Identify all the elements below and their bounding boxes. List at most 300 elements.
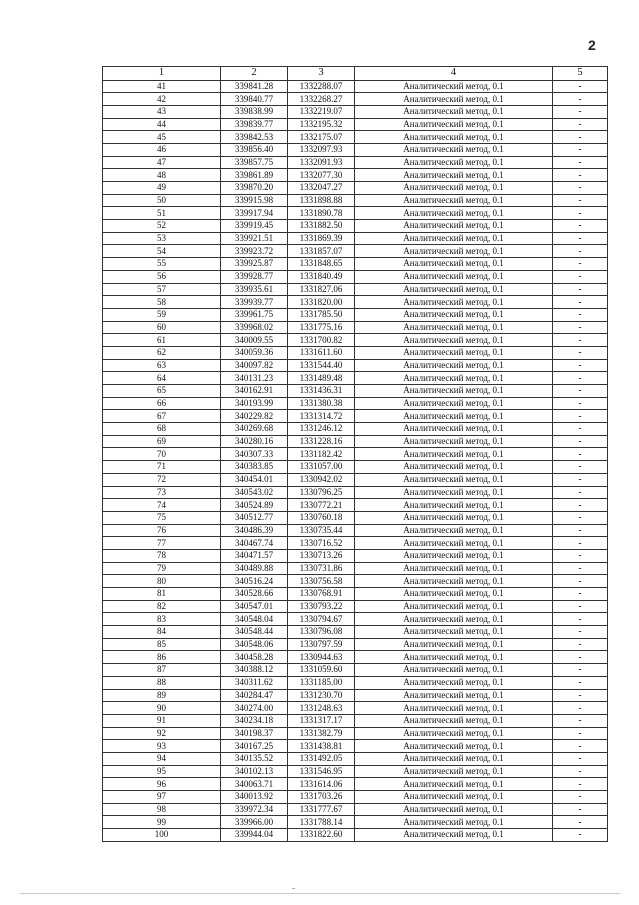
cell-x-coordinate: 339925.87: [221, 258, 288, 271]
cell-method: Аналитический метод, 0.1: [355, 461, 553, 474]
table-row: [103, 270, 608, 283]
table-row: [103, 435, 608, 448]
cell-method: Аналитический метод, 0.1: [355, 626, 553, 639]
cell-x-coordinate: 340454.01: [221, 473, 288, 486]
cell-x-coordinate: 340512.77: [221, 511, 288, 524]
cell-point-number: 66: [103, 397, 221, 410]
table-row: [103, 194, 608, 207]
cell-method: Аналитический метод, 0.1: [355, 740, 553, 753]
cell-point-number: 94: [103, 752, 221, 765]
cell-point-number: 79: [103, 562, 221, 575]
cell-y-coordinate: 1330716.52: [288, 537, 355, 550]
cell-y-coordinate: 1330756.58: [288, 575, 355, 588]
table-row: [103, 740, 608, 753]
cell-description: -: [553, 334, 608, 347]
cell-method: Аналитический метод, 0.1: [355, 448, 553, 461]
cell-point-number: 99: [103, 816, 221, 829]
table-row: [103, 359, 608, 372]
table-row: [103, 689, 608, 702]
cell-method: Аналитический метод, 0.1: [355, 258, 553, 271]
cell-x-coordinate: 340097.82: [221, 359, 288, 372]
cell-y-coordinate: 1331317.17: [288, 714, 355, 727]
table-row: [103, 372, 608, 385]
cell-description: -: [553, 283, 608, 296]
cell-description: -: [553, 410, 608, 423]
cell-description: -: [553, 803, 608, 816]
cell-method: Аналитический метод, 0.1: [355, 156, 553, 169]
cell-method: Аналитический метод, 0.1: [355, 308, 553, 321]
cell-y-coordinate: 1332097.93: [288, 143, 355, 156]
cell-method: Аналитический метод, 0.1: [355, 613, 553, 626]
cell-x-coordinate: 339917.94: [221, 207, 288, 220]
table-row: [103, 499, 608, 512]
cell-y-coordinate: 1331182.42: [288, 448, 355, 461]
cell-point-number: 96: [103, 778, 221, 791]
cell-method: Аналитический метод, 0.1: [355, 270, 553, 283]
cell-y-coordinate: 1331382.79: [288, 727, 355, 740]
column-header-point-number: 1: [103, 67, 221, 81]
cell-method: Аналитический метод, 0.1: [355, 816, 553, 829]
cell-description: -: [553, 93, 608, 106]
cell-x-coordinate: 339966.00: [221, 816, 288, 829]
cell-description: -: [553, 435, 608, 448]
table-row: [103, 778, 608, 791]
cell-description: -: [553, 664, 608, 677]
table-row: [103, 105, 608, 118]
cell-description: -: [553, 131, 608, 144]
cell-point-number: 46: [103, 143, 221, 156]
cell-description: -: [553, 791, 608, 804]
cell-y-coordinate: 1331775.16: [288, 321, 355, 334]
cell-method: Аналитический метод, 0.1: [355, 524, 553, 537]
cell-description: -: [553, 220, 608, 233]
cell-method: Аналитический метод, 0.1: [355, 803, 553, 816]
cell-point-number: 81: [103, 588, 221, 601]
cell-y-coordinate: 1331822.60: [288, 829, 355, 842]
cell-point-number: 77: [103, 537, 221, 550]
cell-point-number: 83: [103, 613, 221, 626]
cell-x-coordinate: 340193.99: [221, 397, 288, 410]
cell-description: -: [553, 308, 608, 321]
table-row: [103, 727, 608, 740]
cell-point-number: 86: [103, 651, 221, 664]
cell-point-number: 65: [103, 385, 221, 398]
cell-method: Аналитический метод, 0.1: [355, 131, 553, 144]
cell-method: Аналитический метод, 0.1: [355, 791, 553, 804]
cell-point-number: 78: [103, 549, 221, 562]
cell-description: -: [553, 575, 608, 588]
table-row: [103, 537, 608, 550]
table-row: [103, 131, 608, 144]
cell-description: -: [553, 702, 608, 715]
cell-point-number: 90: [103, 702, 221, 715]
cell-description: -: [553, 270, 608, 283]
cell-x-coordinate: 340467.74: [221, 537, 288, 550]
cell-x-coordinate: 339968.02: [221, 321, 288, 334]
cell-y-coordinate: 1331546.95: [288, 765, 355, 778]
cell-y-coordinate: 1330796.25: [288, 486, 355, 499]
table-row: [103, 321, 608, 334]
cell-method: Аналитический метод, 0.1: [355, 321, 553, 334]
cell-x-coordinate: 339870.20: [221, 182, 288, 195]
cell-method: Аналитический метод, 0.1: [355, 511, 553, 524]
table-row: [103, 803, 608, 816]
cell-point-number: 63: [103, 359, 221, 372]
cell-method: Аналитический метод, 0.1: [355, 194, 553, 207]
table-row: [103, 613, 608, 626]
cell-y-coordinate: 1331898.88: [288, 194, 355, 207]
cell-method: Аналитический метод, 0.1: [355, 245, 553, 258]
cell-method: Аналитический метод, 0.1: [355, 651, 553, 664]
table-row: [103, 410, 608, 423]
cell-x-coordinate: 339841.28: [221, 80, 288, 93]
cell-method: Аналитический метод, 0.1: [355, 714, 553, 727]
cell-y-coordinate: 1331840.49: [288, 270, 355, 283]
cell-description: -: [553, 207, 608, 220]
cell-x-coordinate: 340486.39: [221, 524, 288, 537]
cell-point-number: 47: [103, 156, 221, 169]
table-row: [103, 714, 608, 727]
cell-y-coordinate: 1330942.02: [288, 473, 355, 486]
cell-x-coordinate: 340311.62: [221, 676, 288, 689]
table-row: [103, 423, 608, 436]
cell-y-coordinate: 1331611.60: [288, 346, 355, 359]
cell-description: -: [553, 638, 608, 651]
cell-description: -: [553, 397, 608, 410]
cell-point-number: 80: [103, 575, 221, 588]
cell-point-number: 92: [103, 727, 221, 740]
table-row: [103, 791, 608, 804]
cell-y-coordinate: 1331869.39: [288, 232, 355, 245]
column-header-description: 5: [553, 67, 608, 81]
cell-method: Аналитический метод, 0.1: [355, 778, 553, 791]
cell-y-coordinate: 1331380.38: [288, 397, 355, 410]
cell-description: -: [553, 499, 608, 512]
cell-method: Аналитический метод, 0.1: [355, 765, 553, 778]
cell-description: -: [553, 232, 608, 245]
table-row: [103, 448, 608, 461]
cell-method: Аналитический метод, 0.1: [355, 334, 553, 347]
table-row: [103, 169, 608, 182]
cell-description: -: [553, 245, 608, 258]
cell-description: -: [553, 549, 608, 562]
cell-method: Аналитический метод, 0.1: [355, 702, 553, 715]
cell-point-number: 68: [103, 423, 221, 436]
cell-y-coordinate: 1331785.50: [288, 308, 355, 321]
cell-x-coordinate: 340471.57: [221, 549, 288, 562]
cell-point-number: 57: [103, 283, 221, 296]
cell-description: -: [553, 486, 608, 499]
cell-description: -: [553, 296, 608, 309]
cell-x-coordinate: 340307.33: [221, 448, 288, 461]
table-row: [103, 524, 608, 537]
cell-point-number: 87: [103, 664, 221, 677]
cell-y-coordinate: 1331314.72: [288, 410, 355, 423]
cell-x-coordinate: 339961.75: [221, 308, 288, 321]
cell-description: -: [553, 385, 608, 398]
cell-y-coordinate: 1330772.21: [288, 499, 355, 512]
cell-x-coordinate: 339972.34: [221, 803, 288, 816]
cell-point-number: 75: [103, 511, 221, 524]
cell-y-coordinate: 1330768.91: [288, 588, 355, 601]
cell-x-coordinate: 339923.72: [221, 245, 288, 258]
cell-description: -: [553, 829, 608, 842]
cell-point-number: 48: [103, 169, 221, 182]
cell-x-coordinate: 340388.12: [221, 664, 288, 677]
cell-y-coordinate: 1332219.07: [288, 105, 355, 118]
cell-y-coordinate: 1330794.67: [288, 613, 355, 626]
cell-y-coordinate: 1331777.67: [288, 803, 355, 816]
cell-y-coordinate: 1331489.48: [288, 372, 355, 385]
table-row: [103, 207, 608, 220]
cell-method: Аналитический метод, 0.1: [355, 829, 553, 842]
cell-method: Аналитический метод, 0.1: [355, 296, 553, 309]
cell-y-coordinate: 1331700.82: [288, 334, 355, 347]
cell-point-number: 41: [103, 80, 221, 93]
table-row: [103, 80, 608, 93]
table-row: [103, 156, 608, 169]
table-row: [103, 473, 608, 486]
cell-x-coordinate: 340063.71: [221, 778, 288, 791]
cell-method: Аналитический метод, 0.1: [355, 600, 553, 613]
cell-description: -: [553, 537, 608, 550]
cell-y-coordinate: 1331492.05: [288, 752, 355, 765]
cell-point-number: 98: [103, 803, 221, 816]
cell-method: Аналитический метод, 0.1: [355, 435, 553, 448]
scan-artifact: [292, 888, 295, 889]
cell-x-coordinate: 339919.45: [221, 220, 288, 233]
cell-y-coordinate: 1331882.50: [288, 220, 355, 233]
table-row: [103, 549, 608, 562]
cell-point-number: 64: [103, 372, 221, 385]
table-row: [103, 486, 608, 499]
cell-y-coordinate: 1332268.27: [288, 93, 355, 106]
cell-description: -: [553, 562, 608, 575]
cell-method: Аналитический метод, 0.1: [355, 562, 553, 575]
table-row: [103, 397, 608, 410]
cell-point-number: 100: [103, 829, 221, 842]
column-header-x-coordinate: 2: [221, 67, 288, 81]
cell-y-coordinate: 1330796.08: [288, 626, 355, 639]
cell-y-coordinate: 1332091.93: [288, 156, 355, 169]
cell-description: -: [553, 778, 608, 791]
cell-point-number: 52: [103, 220, 221, 233]
cell-description: -: [553, 676, 608, 689]
cell-method: Аналитический метод, 0.1: [355, 182, 553, 195]
table-row: [103, 461, 608, 474]
cell-x-coordinate: 340516.24: [221, 575, 288, 588]
cell-x-coordinate: 340547.01: [221, 600, 288, 613]
cell-method: Аналитический метод, 0.1: [355, 80, 553, 93]
cell-point-number: 45: [103, 131, 221, 144]
cell-point-number: 82: [103, 600, 221, 613]
cell-x-coordinate: 340548.06: [221, 638, 288, 651]
cell-x-coordinate: 340135.52: [221, 752, 288, 765]
page-number: 2: [588, 37, 596, 53]
scan-bottom-edge: [20, 893, 620, 894]
cell-description: -: [553, 588, 608, 601]
cell-x-coordinate: 340131.23: [221, 372, 288, 385]
cell-description: -: [553, 626, 608, 639]
cell-x-coordinate: 340383.85: [221, 461, 288, 474]
cell-y-coordinate: 1331057.00: [288, 461, 355, 474]
cell-method: Аналитический метод, 0.1: [355, 575, 553, 588]
cell-point-number: 58: [103, 296, 221, 309]
cell-point-number: 50: [103, 194, 221, 207]
cell-x-coordinate: 340280.16: [221, 435, 288, 448]
cell-point-number: 42: [103, 93, 221, 106]
table-row: [103, 765, 608, 778]
cell-x-coordinate: 340543.02: [221, 486, 288, 499]
cell-y-coordinate: 1330713.26: [288, 549, 355, 562]
cell-method: Аналитический метод, 0.1: [355, 372, 553, 385]
cell-x-coordinate: 340162.91: [221, 385, 288, 398]
cell-x-coordinate: 339935.61: [221, 283, 288, 296]
cell-method: Аналитический метод, 0.1: [355, 499, 553, 512]
cell-method: Аналитический метод, 0.1: [355, 676, 553, 689]
table-row: [103, 575, 608, 588]
table-row: [103, 296, 608, 309]
cell-y-coordinate: 1332195.32: [288, 118, 355, 131]
cell-description: -: [553, 740, 608, 753]
cell-description: -: [553, 727, 608, 740]
cell-y-coordinate: 1331185.00: [288, 676, 355, 689]
cell-x-coordinate: 339856.40: [221, 143, 288, 156]
cell-y-coordinate: 1330760.18: [288, 511, 355, 524]
cell-x-coordinate: 340009.55: [221, 334, 288, 347]
cell-point-number: 93: [103, 740, 221, 753]
cell-x-coordinate: 339861.89: [221, 169, 288, 182]
cell-x-coordinate: 340284.47: [221, 689, 288, 702]
cell-method: Аналитический метод, 0.1: [355, 410, 553, 423]
cell-method: Аналитический метод, 0.1: [355, 385, 553, 398]
cell-description: -: [553, 143, 608, 156]
cell-x-coordinate: 340234.18: [221, 714, 288, 727]
cell-method: Аналитический метод, 0.1: [355, 105, 553, 118]
cell-point-number: 84: [103, 626, 221, 639]
table-row: [103, 220, 608, 233]
cell-x-coordinate: 339939.77: [221, 296, 288, 309]
cell-point-number: 43: [103, 105, 221, 118]
cell-description: -: [553, 118, 608, 131]
cell-y-coordinate: 1331544.40: [288, 359, 355, 372]
cell-description: -: [553, 613, 608, 626]
cell-method: Аналитический метод, 0.1: [355, 207, 553, 220]
cell-point-number: 54: [103, 245, 221, 258]
cell-point-number: 60: [103, 321, 221, 334]
cell-point-number: 56: [103, 270, 221, 283]
cell-point-number: 59: [103, 308, 221, 321]
table-row: [103, 676, 608, 689]
table-row: [103, 182, 608, 195]
cell-description: -: [553, 448, 608, 461]
cell-point-number: 70: [103, 448, 221, 461]
cell-description: -: [553, 689, 608, 702]
table-row: [103, 118, 608, 131]
cell-x-coordinate: 340059.36: [221, 346, 288, 359]
cell-point-number: 97: [103, 791, 221, 804]
cell-description: -: [553, 752, 608, 765]
cell-point-number: 44: [103, 118, 221, 131]
table-row: [103, 232, 608, 245]
cell-y-coordinate: 1331438.81: [288, 740, 355, 753]
cell-point-number: 76: [103, 524, 221, 537]
cell-x-coordinate: 340269.68: [221, 423, 288, 436]
table-row: [103, 308, 608, 321]
cell-description: -: [553, 258, 608, 271]
cell-x-coordinate: 339857.75: [221, 156, 288, 169]
table-row: [103, 346, 608, 359]
cell-method: Аналитический метод, 0.1: [355, 588, 553, 601]
cell-y-coordinate: 1331230.70: [288, 689, 355, 702]
cell-method: Аналитический метод, 0.1: [355, 689, 553, 702]
cell-x-coordinate: 339944.04: [221, 829, 288, 842]
table-row: [103, 638, 608, 651]
table-row: [103, 245, 608, 258]
table-header: [103, 67, 608, 81]
cell-method: Аналитический метод, 0.1: [355, 664, 553, 677]
table-row: [103, 258, 608, 271]
cell-method: Аналитический метод, 0.1: [355, 423, 553, 436]
cell-method: Аналитический метод, 0.1: [355, 232, 553, 245]
cell-description: -: [553, 524, 608, 537]
cell-description: -: [553, 346, 608, 359]
coordinates-table: [102, 66, 608, 842]
cell-method: Аналитический метод, 0.1: [355, 283, 553, 296]
cell-x-coordinate: 340524.89: [221, 499, 288, 512]
cell-y-coordinate: 1330731.86: [288, 562, 355, 575]
cell-point-number: 51: [103, 207, 221, 220]
table-row: [103, 334, 608, 347]
cell-x-coordinate: 340528.66: [221, 588, 288, 601]
cell-y-coordinate: 1331788.14: [288, 816, 355, 829]
cell-y-coordinate: 1331890.78: [288, 207, 355, 220]
cell-point-number: 88: [103, 676, 221, 689]
table-row: [103, 283, 608, 296]
cell-description: -: [553, 816, 608, 829]
cell-point-number: 95: [103, 765, 221, 778]
cell-x-coordinate: 340274.00: [221, 702, 288, 715]
cell-y-coordinate: 1332175.07: [288, 131, 355, 144]
cell-x-coordinate: 339838.99: [221, 105, 288, 118]
table-row: [103, 664, 608, 677]
column-header-method: 4: [355, 67, 553, 81]
cell-x-coordinate: 339915.98: [221, 194, 288, 207]
cell-point-number: 53: [103, 232, 221, 245]
cell-method: Аналитический метод, 0.1: [355, 473, 553, 486]
cell-point-number: 72: [103, 473, 221, 486]
cell-description: -: [553, 461, 608, 474]
cell-x-coordinate: 340229.82: [221, 410, 288, 423]
table-row: [103, 93, 608, 106]
cell-point-number: 71: [103, 461, 221, 474]
cell-x-coordinate: 340458.28: [221, 651, 288, 664]
cell-point-number: 69: [103, 435, 221, 448]
cell-description: -: [553, 714, 608, 727]
cell-x-coordinate: 339921.51: [221, 232, 288, 245]
cell-x-coordinate: 339842.53: [221, 131, 288, 144]
table-row: [103, 651, 608, 664]
cell-description: -: [553, 765, 608, 778]
cell-description: -: [553, 169, 608, 182]
cell-method: Аналитический метод, 0.1: [355, 638, 553, 651]
table-row: [103, 752, 608, 765]
cell-x-coordinate: 340013.92: [221, 791, 288, 804]
cell-description: -: [553, 651, 608, 664]
cell-method: Аналитический метод, 0.1: [355, 397, 553, 410]
cell-y-coordinate: 1332077.30: [288, 169, 355, 182]
cell-point-number: 85: [103, 638, 221, 651]
